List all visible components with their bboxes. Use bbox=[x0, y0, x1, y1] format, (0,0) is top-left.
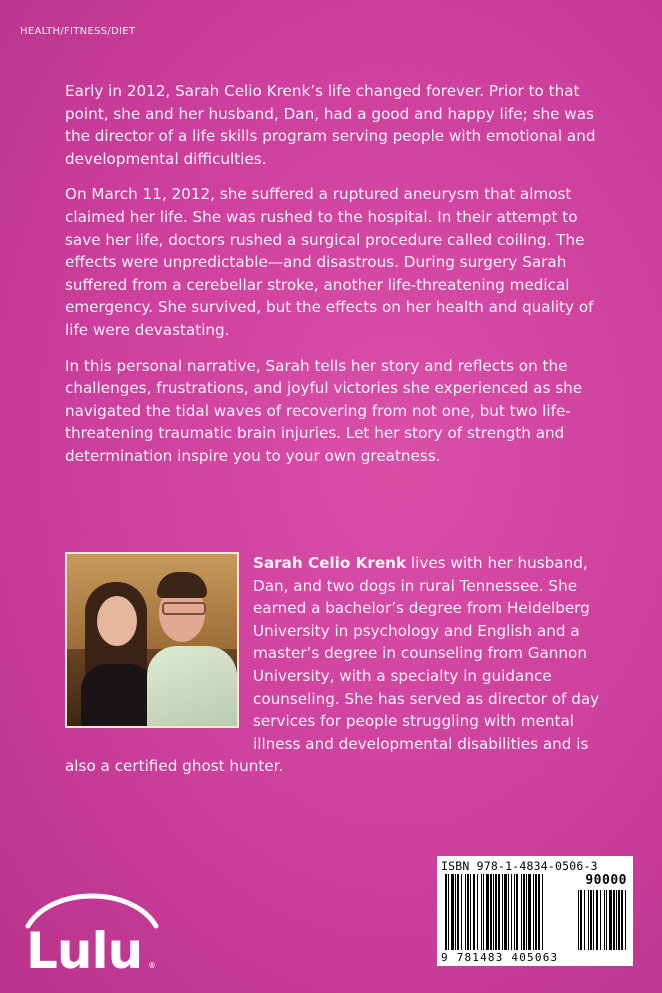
back-cover-blurb bbox=[65, 80, 610, 481]
isbn-number: ISBN 978-1-4834-0506-3 bbox=[441, 859, 598, 873]
blurb-paragraph-2: On March 11, 2012, she suffered a ruptured aneurysm that almost claimed her life. She was rushed to the hospital. In their attempt to save her life, doctors rushed a surgical procedure called coiling. The effects were unpredictable—and disastrous. During surgery Sarah suffered from a cerebellar stroke, another life-threatening medical emergency. She survived, but the effects on her health and quality of life were devastating. bbox=[65, 185, 594, 339]
author-bio-section bbox=[65, 552, 620, 778]
barcode-digits: 9 781483 405063 bbox=[441, 951, 559, 964]
barcode-bars bbox=[437, 856, 633, 966]
category-label: HEALTH/FITNESS/DIET bbox=[20, 26, 136, 37]
svg-text:®: ® bbox=[148, 961, 156, 970]
lulu-logo-text: Lulu bbox=[26, 922, 143, 978]
author-name: Sarah Celio Krenk bbox=[253, 554, 407, 572]
author-bio: lives with her husband, Dan, and two dogs in rural Tennessee. She earned a bachelor’s degree from Heidelberg University in psychology and English and a master’s degree in counseling from Gannon University, with a specialty in guidance counseling. She has served as director of day services for people struggling with mental illness and developmental disabilities and is also a certified ghost hunter. bbox=[65, 554, 600, 776]
isbn-barcode bbox=[437, 856, 633, 966]
lulu-logo-icon bbox=[22, 888, 162, 978]
blurb-paragraph-1: Early in 2012, Sarah Celio Krenk’s life changed forever. Prior to that point, she and her husband, Dan, had a good and happy life; she was the director of a life skills program serving people with emotional and developmental difficulties. bbox=[65, 82, 596, 168]
author-photo bbox=[65, 552, 239, 728]
blurb-paragraph-3: In this personal narrative, Sarah tells her story and reflects on the challenges, frustrations, and joyful victories she experienced as she navigated the tidal waves of recovering from not one, but two life-threatening traumatic brain injuries. Let her story of strength and determination inspire you to your own greatness. bbox=[65, 356, 583, 465]
price-code: 90000 bbox=[585, 873, 627, 888]
